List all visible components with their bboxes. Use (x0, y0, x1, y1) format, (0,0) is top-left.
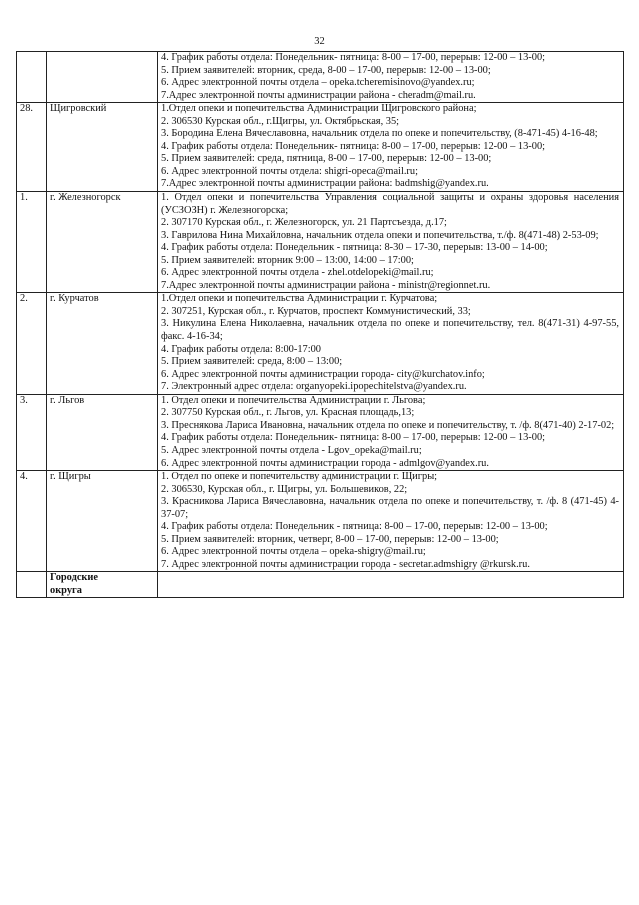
info-line: 7. Адрес электронной почты администрации города - secretar.admshigry @rkursk.ru. (161, 558, 530, 570)
cell-info (158, 293, 624, 394)
info-line: 3. Бородина Елена Вячеславовна, начальник отдела по опеке и попечительству, (8-471-45) 4-16-48; (161, 128, 598, 140)
table-body (17, 52, 624, 572)
cell-district: г. Щигры (47, 471, 158, 572)
cell-district: г. Курчатов (47, 293, 158, 394)
info-line: 7.Адрес электронной почты администрации района - ministr@regionnet.ru. (161, 279, 491, 291)
cell-info (158, 52, 624, 103)
cell-number: 28. (17, 103, 47, 192)
info-line: 1. Отдел по опеке и попечительству администрации г. Щигры; (161, 471, 438, 483)
info-line: 6. Адрес электронной почты отдела - zhel.otdelopeki@mail.ru; (161, 267, 434, 279)
cell-number (17, 52, 47, 103)
info-line: 6. Адрес электронной почты администрации города- city@kurchatov.info; (161, 368, 485, 380)
table-row (17, 52, 624, 103)
table-row (17, 103, 624, 192)
cell-info (158, 471, 624, 572)
info-line: 5. Адрес электронной почты отдела - Lgov_opeka@mail.ru; (161, 444, 422, 456)
guardianship-departments-table (16, 51, 624, 598)
section-label-line2: округа (50, 584, 82, 596)
cell-district: Щигровский (47, 103, 158, 192)
info-line: 7.Адрес электронной почты администрации района - cheradm@mail.ru. (161, 89, 476, 101)
info-line: 4. График работы отдела: Понедельник- пятница: 8-00 – 17-00, перерыв: 12-00 – 13-00; (161, 52, 546, 63)
info-line: 3. Никулина Елена Николаевна, начальник отдела по опеке и попечительству, тел. 8(471-31) 4-97-55, факс. 4-16-34; (161, 318, 619, 343)
info-line: 4. График работы отдела: 8:00-17:00 (161, 343, 322, 355)
cell-number (17, 572, 47, 598)
cell-district (47, 52, 158, 103)
cell-district: г. Железногорск (47, 192, 158, 293)
info-line: 5. Прием заявителей: вторник 9:00 – 13:00, 14:00 – 17:00; (161, 254, 414, 266)
info-line: 4. График работы отдела: Понедельник- пятница: 8-00 – 17-00, перерыв: 12-00 – 13-00; (161, 432, 546, 444)
info-line: 1.Отдел опеки и попечительства Администрации Щигровского района; (161, 103, 477, 115)
cell-district (47, 572, 158, 598)
table-row-urban-districts (17, 572, 624, 598)
info-line: 4. График работы отдела: Понедельник- пятница: 8-00 – 17-00, перерыв: 12-00 – 13-00; (161, 140, 546, 152)
info-line: 7. Электронный адрес отдела: organyopeki.ipopechitelstva@yandex.ru. (161, 381, 467, 393)
info-line: 4. График работы отдела: Понедельник - пятница: 8-30 – 17-30, перерыв: 13-00 – 14-00; (161, 242, 548, 254)
info-line: 7.Адрес электронной почты администрации района: badmshig@yandex.ru. (161, 178, 489, 190)
table-row (17, 293, 624, 394)
info-line: 5. Прием заявителей: вторник, среда, 8-00 – 17-00, перерыв: 12-00 – 13-00; (161, 64, 491, 76)
info-line: 1. Отдел опеки и попечительства Администрации г. Льгова; (161, 394, 426, 406)
info-line: 5. Прием заявителей: среда, 8:00 – 13:00; (161, 356, 343, 368)
info-line: 1.Отдел опеки и попечительства Администрации г. Курчатова; (161, 293, 438, 305)
cell-info (158, 572, 624, 598)
info-line: 6. Адрес электронной почты администрации города - admlgov@yandex.ru. (161, 457, 489, 469)
cell-number: 1. (17, 192, 47, 293)
cell-info (158, 394, 624, 470)
page-number: 32 (314, 36, 325, 47)
info-line: 6. Адрес электронной почты отдела – opeka-shigry@mail.ru; (161, 546, 426, 558)
cell-district: г. Льгов (47, 394, 158, 470)
info-line: 2. 306530 Курская обл., г.Щигры, ул. Октябрьская, 35; (161, 115, 400, 127)
cell-info (158, 192, 624, 293)
cell-info (158, 103, 624, 192)
info-line: 2. 307170 Курская обл., г. Железногорск, ул. 21 Партсъезда, д.17; (161, 217, 447, 229)
info-line: 6. Адрес электронной почты отдела: shigri-opeca@mail.ru; (161, 165, 418, 177)
info-line: 3. Гаврилова Нина Михайловна, начальник отдела опеки и попечительства, т./ф. 8(471-48) 2-53-09; (161, 229, 599, 241)
info-line: 5. Прием заявителей: вторник, четверг, 8-00 – 17-00, перерыв: 12-00 – 13-00; (161, 533, 499, 545)
info-line: 2. 306530, Курская обл., г. Щигры, ул. Большевиков, 22; (161, 483, 408, 495)
info-line: 5. Прием заявителей: среда, пятница, 8-00 – 17-00, перерыв: 12-00 – 13-00; (161, 153, 492, 165)
info-line: 4. График работы отдела: Понедельник - пятница: 8-00 – 17-00, перерыв: 12-00 – 13-00; (161, 521, 548, 533)
table-row (17, 192, 624, 293)
section-label-line1: Городские (50, 572, 99, 584)
info-line: 6. Адрес электронной почты отдела – opeka.tcheremisinovo@yandex.ru; (161, 77, 475, 89)
info-line: 3. Преснякова Лариса Ивановна, начальник отдела по опеке и попечительству, т. /ф. 8(471-40) 2-17-02; (161, 419, 615, 431)
info-line: 2. 307750 Курская обл., г. Льгов, ул. Красная площадь,13; (161, 407, 415, 419)
info-line: 2. 307251, Курская обл., г. Курчатов, проспект Коммунистический, 33; (161, 305, 471, 317)
table-row (17, 394, 624, 470)
info-line: 1. Отдел опеки и попечительства Управления социальной защиты и охраны здоровья населения (УСЗОЗН) г. Железногорска; (161, 192, 619, 216)
table-row (17, 471, 624, 572)
cell-number: 3. (17, 394, 47, 470)
cell-number: 4. (17, 471, 47, 572)
info-line: 3. Красникова Лариса Вячеславовна, начальник отдела по опеке и попечительству, т. /ф. 8 (471-45) 4-37-07; (161, 496, 619, 520)
cell-number: 2. (17, 293, 47, 394)
